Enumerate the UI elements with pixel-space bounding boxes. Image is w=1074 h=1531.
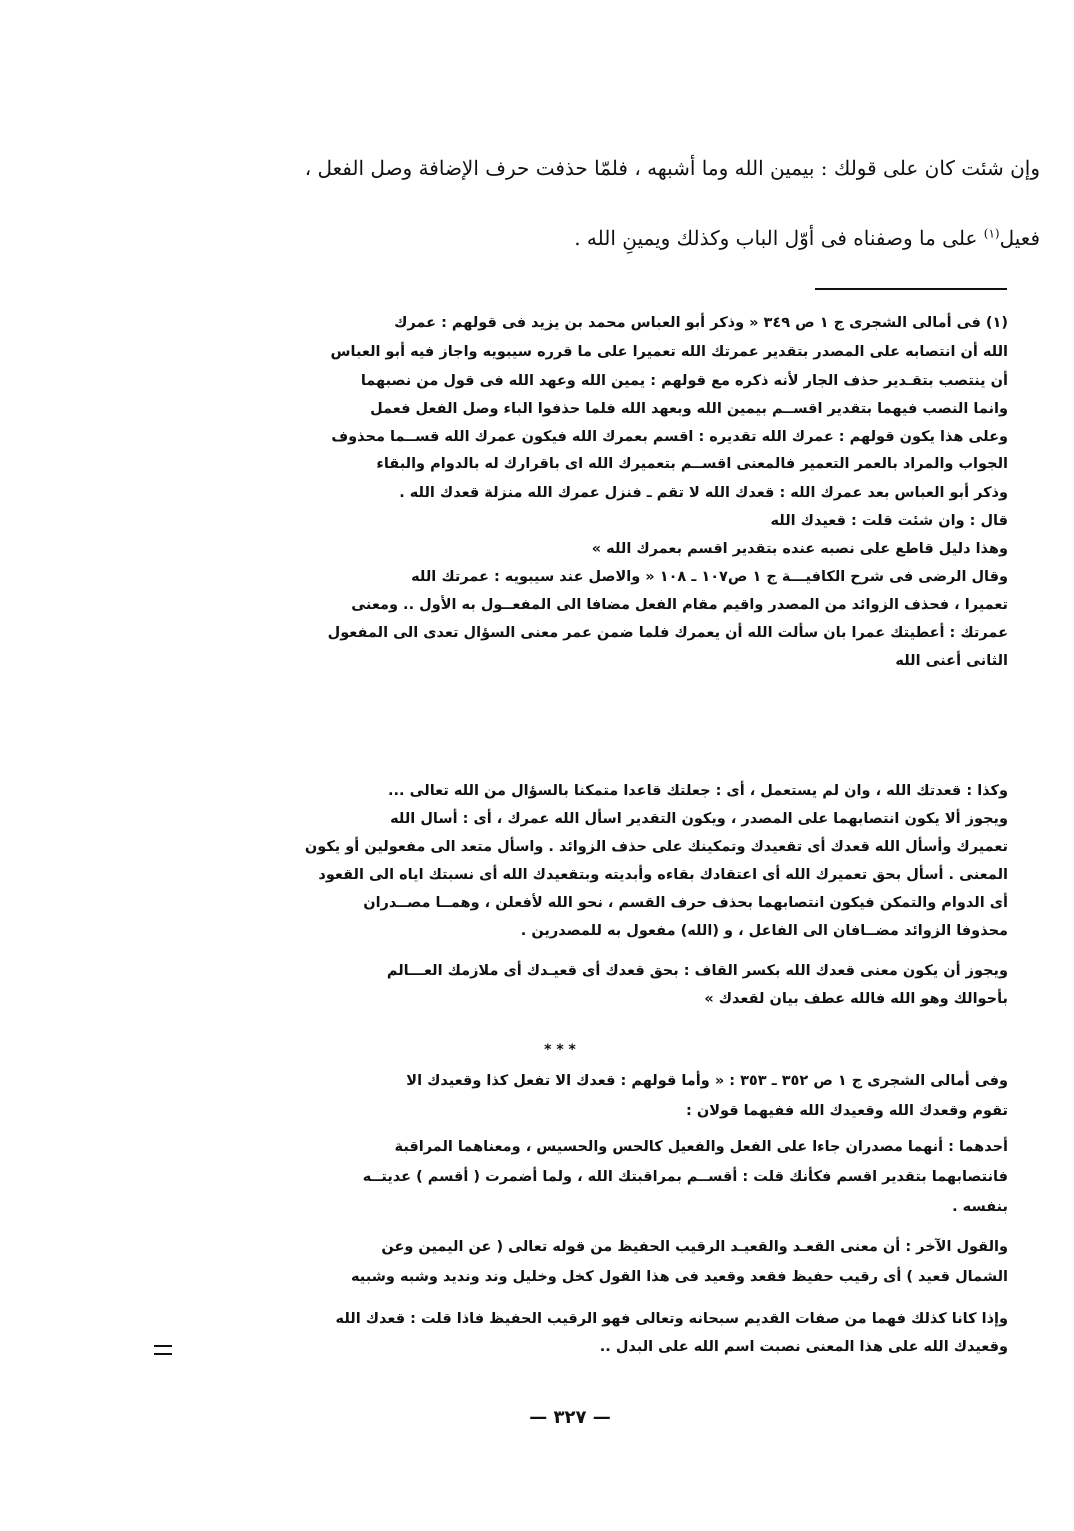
main-text-line-2 — [150, 226, 1040, 250]
footnote-line: وذكر أبو العباس بعد عمرك الله : قعدك الله لا تقم ـ فنزل عمرك الله منزلة قعدك الله . — [399, 485, 1008, 501]
footnote-line: وقعيدك الله على هذا المعنى نصبت اسم الله على البدل .. — [599, 1339, 1008, 1355]
footnote-line: أن ينتصب بتقـدير حذف الجار لأنه ذكره مع قولهم : يمين الله وعهد الله فى قول من نصبهما — [360, 373, 1008, 389]
footnote-line: الجواب والمراد بالعمر التعمير فالمعنى اقســم بتعميرك الله اى باقرارك له بالدوام والبقاء — [376, 456, 1008, 472]
footnote-line: قال : وان شئت قلت : قعيدك الله — [770, 513, 1008, 529]
footnote-line: الثانى أعنى الله — [895, 653, 1008, 669]
footnote-line: وإذا كانا كذلك فهما من صفات القديم سبحانه وتعالى فهو الرقيب الحفيظ فاذا قلت : قعدك الله — [335, 1311, 1008, 1327]
footnote-line: بأحوالك وهو الله فالله عطف بيان لقعدك » — [704, 991, 1008, 1007]
footnote-line: وفى أمالى الشجرى ج ١ ص ٣٥٢ ـ ٣٥٣ : « وأما قولهم : قعدك الا تفعل كذا وقعيدك الا — [406, 1073, 1008, 1089]
footnote-line: أى الدوام والتمكن فيكون انتصابهما بحذف حرف القسم ، نحو الله لأفعلن ، وهمــا مصــدران — [363, 895, 1008, 911]
footnote-line: ويجوز أن يكون معنى قعدك الله بكسر القاف : بحق قعدك أى قعيـدك أى ملازمك العـــالم — [386, 963, 1008, 979]
footnote-line: فانتصابهما بتقدير اقسم فكأنك قلت : أقســم بمراقبتك الله ، ولما أضمرت ( أقسم ) عديتــه — [362, 1169, 1008, 1185]
footnote-line: وقال الرضى فى شرح الكافيـــة ج ١ ص١٠٧ ـ ١٠٨ « والاصل عند سيبويه : عمرتك الله — [411, 569, 1008, 585]
footnote-reference: (١) — [983, 226, 1000, 241]
footnote-line: محذوفا الزوائد مضــافان الى الفاعل ، و (الله) مفعول به للمصدرين . — [520, 923, 1008, 939]
footnote-line: بنفسه . — [952, 1199, 1008, 1215]
continuation-mark — [154, 1345, 172, 1355]
footnote-line: وكذا : قعدتك الله ، وان لم يستعمل ، أى : جعلتك قاعدا متمكنا بالسؤال من الله تعالى ... — [388, 783, 1008, 799]
footnote-line: أحدهما : أنهما مصدران جاءا على الفعل والفعيل كالحس والحسيس ، ومعناهما المراقبة — [394, 1139, 1008, 1155]
footnote-line: تعميرك وأسأل الله قعدك أى تقعيدك وتمكينك على حذف الزوائد . واسأل متعد الى مفعولين أو يكون — [304, 839, 1008, 855]
footnote-line: ويجوز ألا يكون انتصابهما على المصدر ، ويكون التقدير اسأل الله عمرك ، أى : أسال الله — [390, 811, 1008, 827]
footnote-line: وانما النصب فيهما بتقدير اقســم بيمين الله وبعهد الله فلما حذفوا الباء وصل الفعل فعمل — [370, 401, 1008, 417]
footnote-line: (١) فى أمالى الشجرى ج ١ ص ٣٤٩ « وذكر أبو العباس محمد بن يزيد فى قولهم : عمرك — [394, 315, 1008, 331]
footnote-line: والقول الآخر : أن معنى القعـد والقعيـد الرقيب الحفيظ من قوله تعالى ( عن اليمين وعن — [381, 1239, 1008, 1255]
page-number: — ٣٢٧ — — [529, 1407, 611, 1428]
main-text-continuation: على ما وصفناه فى أوّل الباب وكذلك ويمينِ الله . — [574, 226, 984, 250]
footnote-line: عمرتك : أعطيتك عمرا بان سألت الله أن يعمرك فلما ضمن عمر معنى السؤال تعدى الى المفعول — [327, 625, 1008, 641]
main-text-line-1: وإن شئت كان على قولك : بيمين الله وما أشبهه ، فلمّا حذفت حرف الإضافة وصل الفعل ، — [304, 156, 1040, 180]
footnote-separator — [815, 288, 1007, 290]
main-text-word: فعيل — [999, 226, 1040, 250]
footnote-line: المعنى . أسأل بحق تعميرك الله أى اعتقادك بقاءه وأبديته وبتقعيدك الله أى نسبتك اياه الى القعود — [318, 867, 1008, 883]
footnote-line: وهذا دليل قاطع على نصبه عنده بتقدير اقسم بعمرك الله » — [591, 541, 1008, 557]
footnote-line: وعلى هذا يكون قولهم : عمرك الله تقديره : اقسم بعمرك الله فيكون عمرك الله قســما محذوف — [331, 429, 1008, 445]
footnote-line: تقوم وقعدك الله وقعيدك الله ففيهما قولان : — [686, 1103, 1008, 1119]
footnote-line: الله أن انتصابه على المصدر بتقدير عمرتك الله تعميرا على ما قرره سيبويه واجاز فيه أبو العباس — [330, 344, 1008, 360]
footnote-line: الشمال قعيد ) أى رقيب حفيظ فقعد وقعيد فى هذا القول كخل وخليل وند ونديد وشبه وشبيه — [351, 1269, 1008, 1285]
footnote-line: تعميرا ، فحذف الزوائد من المصدر واقيم مقام الفعل مضافا الى المفعــول به الأول .. ومعنى — [351, 597, 1008, 613]
section-separator: * * * — [544, 1042, 576, 1058]
